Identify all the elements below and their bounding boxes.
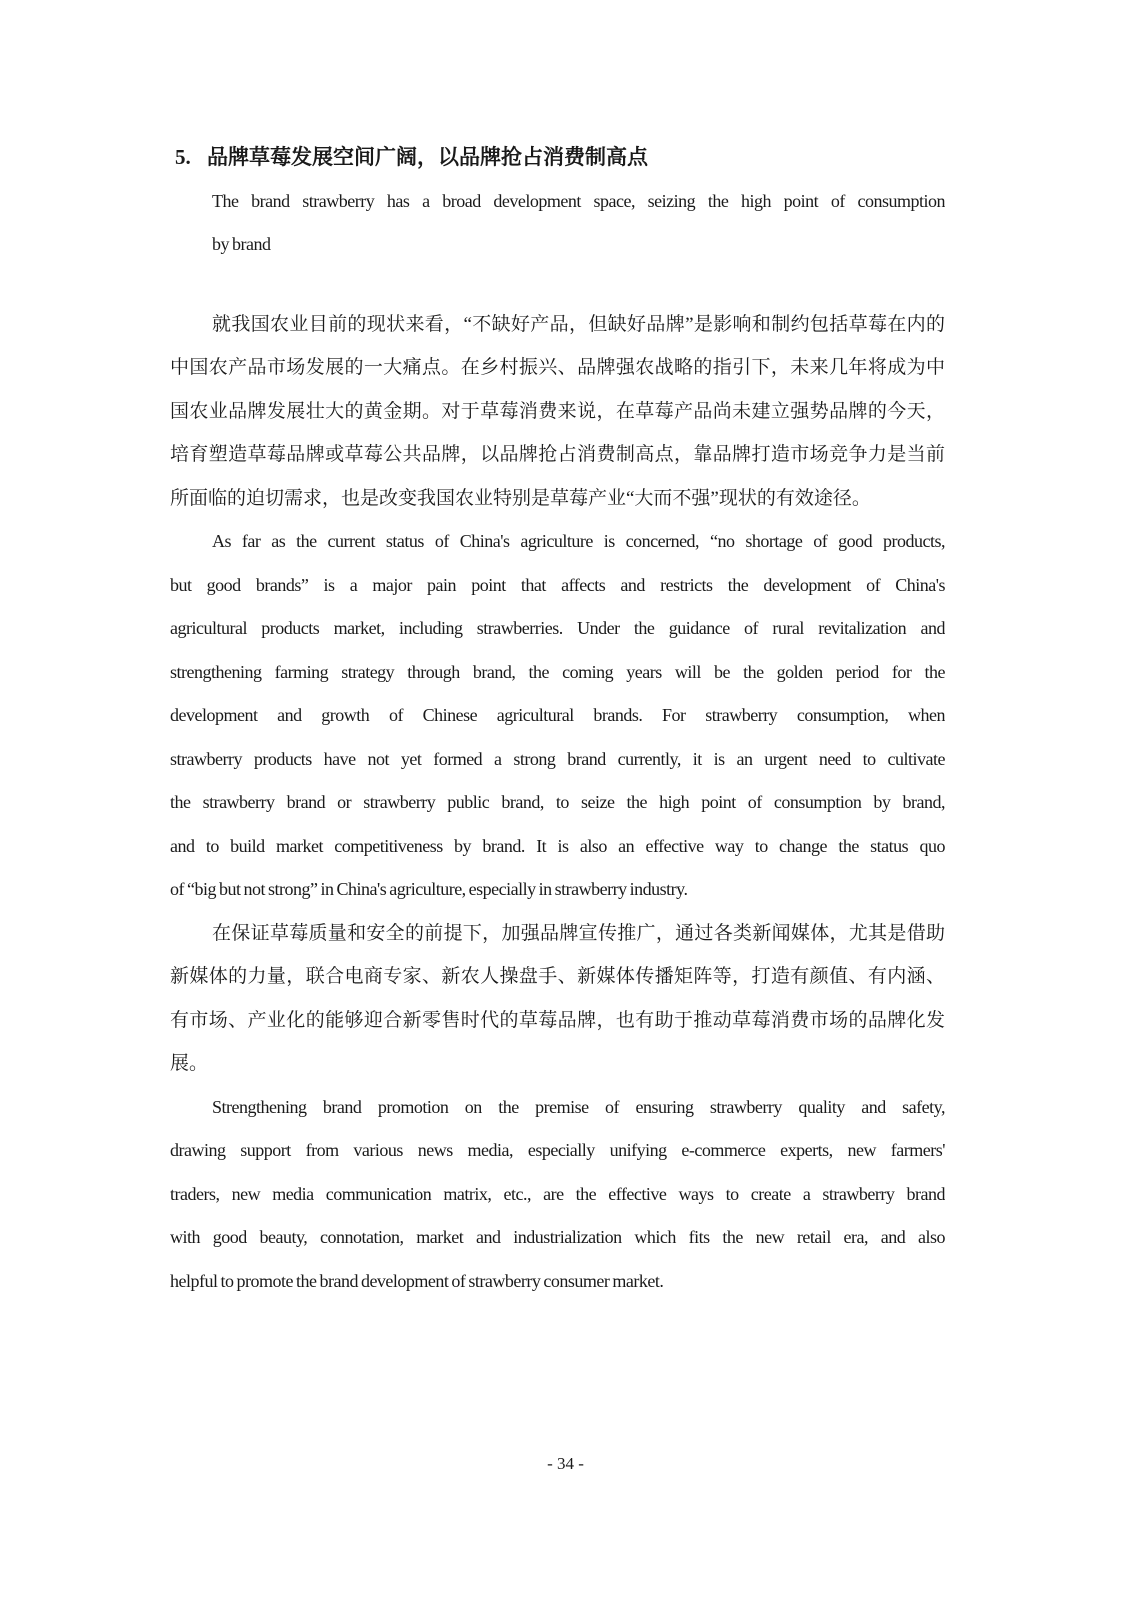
text-line: the strawberry brand or strawberry public brand, to seize the high point of consumption by brand,: [170, 792, 945, 812]
section-heading: [170, 136, 945, 180]
text-line: 国农业品牌发展壮大的黄金期。对于草莓消费来说，在草莓产品尚未建立强势品牌的今天，: [170, 400, 945, 422]
paragraph-zh-2: [170, 912, 945, 1086]
text-line: Strengthening brand promotion on the premise of ensuring strawberry quality and safety,: [212, 1096, 945, 1117]
section-number: 5.: [175, 145, 191, 169]
text-line: strengthening farming strategy through brand, the coming years will be the golden period for the: [170, 661, 945, 682]
page-content: [170, 136, 945, 1303]
text-line: traders, new media communication matrix, etc., are the effective ways to create a strawberry brand: [170, 1183, 945, 1204]
text-line: 新媒体的力量，联合电商专家、新农人操盘手、新媒体传播矩阵等，打造有颜值、有内涵、: [170, 966, 945, 987]
paragraph-en-2: [170, 1086, 945, 1304]
text-line: 培育塑造草莓品牌或草莓公共品牌，以品牌抢占消费制高点，靠品牌打造市场竞争力是当前: [170, 444, 945, 465]
text-line: The brand strawberry has a broad development space, seizing the high point of consumption: [212, 190, 945, 211]
text-line: 所面临的迫切需求，也是改变我国农业特别是草莓产业“大而不强”现状的有效途径。: [170, 487, 871, 509]
text-line: strawberry products have not yet formed a strong brand currently, it is an urgent need to cultivate: [170, 748, 945, 769]
paragraph-en-1: [170, 520, 945, 912]
text-line: agricultural products market, including strawberries. Under the guidance of rural revitalization and: [170, 618, 945, 638]
text-line: 中国农产品市场发展的一大痛点。在乡村振兴、品牌强农战略的指引下，未来几年将成为中: [170, 357, 945, 378]
section-title-zh: 品牌草莓发展空间广阔，以品牌抢占消费制高点: [207, 145, 648, 169]
section-subtitle-en: [170, 180, 945, 267]
text-line: helpful to promote the brand development of strawberry consumer market.: [170, 1270, 664, 1291]
page-number: - 34 -: [547, 1454, 584, 1473]
text-line: by brand: [212, 234, 271, 254]
text-line: As far as the current status of China's agriculture is concerned, “no shortage of good products,: [212, 531, 945, 551]
text-line: 展。: [170, 1053, 209, 1074]
text-line: but good brands” is a major pain point that affects and restricts the development of China's: [170, 574, 945, 595]
text-line: 就我国农业目前的现状来看，“不缺好产品，但缺好品牌”是影响和制约包括草莓在内的: [212, 313, 945, 335]
paragraph-zh-1: [170, 303, 945, 521]
text-line: of “big but not strong” in China's agriculture, especially in strawberry industry.: [170, 879, 688, 899]
text-line: 有市场、产业化的能够迎合新零售时代的草莓品牌，也有助于推动草莓消费市场的品牌化发: [170, 1009, 945, 1031]
text-line: and to build market competitiveness by brand. It is also an effective way to change the status quo: [170, 835, 945, 856]
text-line: development and growth of Chinese agricultural brands. For strawberry consumption, when: [170, 705, 945, 725]
text-line: drawing support from various news media, especially unifying e-commerce experts, new farmers': [170, 1140, 945, 1160]
text-line: with good beauty, connotation, market and industrialization which fits the new retail era, and also: [170, 1227, 945, 1247]
text-line: 在保证草莓质量和安全的前提下，加强品牌宣传推广，通过各类新闻媒体，尤其是借助: [212, 922, 945, 944]
